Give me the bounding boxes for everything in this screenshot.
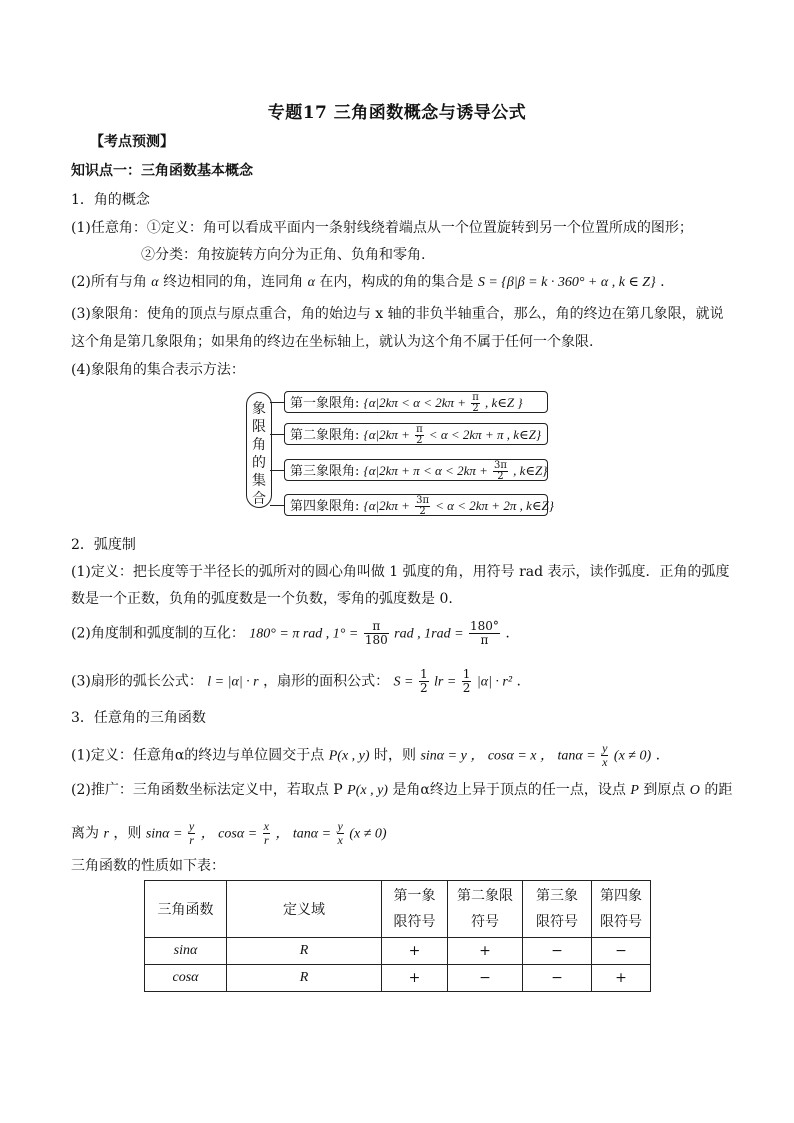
- header-function: 三角函数: [145, 881, 227, 938]
- row-q4: +: [592, 965, 651, 992]
- q4-fraction: $\frac{3\pi}{2}$: [416, 495, 430, 517]
- section-2-heading: 2．弧度制: [71, 537, 136, 553]
- connector-q4: [270, 505, 284, 506]
- s3-p2-c: P: [630, 783, 639, 798]
- p2-alpha-2: α: [307, 275, 315, 290]
- row-function: sinα: [145, 938, 227, 965]
- s3-p3-pre: 离为: [71, 825, 99, 842]
- s3-p2-point: P(x , y): [347, 783, 388, 798]
- s1-paragraph-2: [71, 272, 665, 293]
- s1-paragraph-1: (1)任意角：①定义：角可以看成平面内一条射线绕着端点从一个位置旋转到另一个位置所成的图形；: [71, 220, 693, 236]
- section-3-heading: 3．任意角的三角函数: [71, 710, 206, 726]
- cos-fraction: $\frac{x}{r}$: [263, 819, 269, 847]
- connector-q1: [270, 402, 284, 403]
- table-row: [145, 965, 651, 992]
- s2-p2-fraction-2: $\frac{180^\circ}{\pi}$: [469, 619, 499, 647]
- q3-fraction: $\frac{3\pi}{2}$: [494, 460, 507, 482]
- tan-condition: (x ≠ 0): [613, 748, 652, 764]
- knowledge-point-heading: 知识点一：三角函数基本概念: [71, 163, 253, 179]
- page-title: 专题17 三角函数概念与诱导公式: [267, 103, 527, 123]
- quadrant-3-box: [284, 459, 548, 481]
- row-domain: R: [227, 938, 382, 965]
- quadrant-4-box: [284, 494, 554, 517]
- quadrant-2-box: [284, 423, 548, 445]
- s3-paragraph-2: [71, 780, 732, 801]
- q2-label: 第二象限角:: [290, 428, 360, 443]
- area-fraction-2: $\frac{1}{2}$: [462, 667, 471, 695]
- table-intro: 三角函数的性质如下表：: [71, 858, 225, 874]
- s3-p2-b: 是角α终边上异于顶点的任一点，设点: [392, 782, 626, 798]
- s3-p2-e: O: [689, 783, 700, 798]
- area-formula-tail: |α| · r²: [476, 674, 513, 690]
- area-formula-s: S =: [393, 674, 414, 690]
- s2-p2-end: .: [505, 625, 510, 642]
- s2-paragraph-2: [71, 620, 510, 647]
- s3-p3-end: (x ≠ 0): [349, 826, 387, 842]
- row-q2: +: [448, 938, 523, 965]
- tan-fraction: $\frac{y}{x}$: [602, 741, 608, 769]
- s3-p2-pre: (2)推广：三角函数坐标法定义中，若取点 P: [71, 782, 343, 798]
- p2-alpha-1: α: [151, 275, 159, 290]
- q2-fraction: $\frac{\pi}{2}$: [416, 424, 423, 446]
- p2-set-formula: S = {β|β = k · 360° + α , k ∈ Z}: [477, 275, 656, 290]
- s2-paragraph-1a: (1)定义：把长度等于半径长的弧所对的圆心角叫做 1 弧度的角，用符号 rad 表示，读作弧度．正角的弧度: [71, 564, 730, 580]
- tan-fraction-2: $\frac{y}{x}$: [337, 819, 343, 847]
- header-domain: 定义域: [227, 881, 382, 938]
- s2-paragraph-3: [71, 668, 521, 695]
- p2-post: 在内，构成的角的集合是: [319, 274, 474, 290]
- s3-p3-cos: ， cosα =: [200, 826, 258, 842]
- s3-paragraph-1: [71, 742, 660, 769]
- quadrant-1-box: [284, 391, 548, 413]
- header-q3: 第三象 限符号: [523, 881, 592, 938]
- q1-set-a: {α|2kπ < α < 2kπ +: [363, 395, 467, 410]
- s3-p3-tan: ， tanα =: [275, 826, 332, 842]
- point-p: P(x , y): [328, 748, 370, 764]
- q4-set-b: < α < 2kπ + 2π , k∈Z}: [435, 498, 554, 513]
- row-q4: −: [592, 938, 651, 965]
- q1-fraction: $\frac{\pi}{2}$: [472, 392, 479, 414]
- q2-set-a: {α|2kπ +: [363, 427, 410, 442]
- q1-set-b: , k∈Z }: [484, 395, 523, 410]
- row-function: cosα: [145, 965, 227, 992]
- s3-p1-end: .: [655, 747, 661, 764]
- arc-length-formula: l = |α| · r: [207, 674, 259, 690]
- q3-set-a: {α|2kπ + π < α < 2kπ +: [363, 463, 488, 478]
- s3-paragraph-3: [71, 820, 387, 847]
- s1-paragraph-1b: ②分类：角按旋转方向分为正角、负角和零角.: [141, 247, 426, 263]
- row-q1: +: [382, 938, 448, 965]
- header-q1: 第一象 限符号: [382, 881, 448, 938]
- p2-end: .: [660, 274, 665, 290]
- s2-p3-end: .: [516, 673, 521, 690]
- s3-p1-pre: (1)定义：任意角α的终边与单位圆交于点: [71, 747, 325, 764]
- s2-p3-pre: (3)扇形的弧长公式：: [71, 673, 203, 690]
- s2-p2-pre: (2)角度制和弧度制的互化：: [71, 625, 245, 642]
- q3-label: 第三象限角:: [290, 464, 360, 479]
- s3-p3-r: r: [103, 826, 109, 842]
- connector-q2: [270, 434, 284, 435]
- q4-set-a: {α|2kπ +: [363, 498, 410, 513]
- table-row: [145, 938, 651, 965]
- s3-p3-b: ，则: [113, 825, 142, 842]
- header-q2: 第二象限 符号: [448, 881, 523, 938]
- s2-p2-a: 180° = π rad , 1° =: [249, 626, 359, 642]
- s2-p3-mid: ，扇形的面积公式：: [263, 673, 390, 690]
- q1-label: 第一象限角:: [290, 396, 360, 411]
- sin-fraction: $\frac{y}{r}$: [188, 819, 195, 847]
- q3-set-b: , k∈Z}: [513, 463, 548, 478]
- area-fraction-1: $\frac{1}{2}$: [419, 667, 428, 695]
- row-q3: −: [523, 938, 592, 965]
- row-q2: −: [448, 965, 523, 992]
- q2-set-b: < α < 2kπ + π , k∈Z}: [428, 427, 542, 442]
- q4-label: 第四象限角:: [290, 499, 360, 514]
- p2-mid: 终边相同的角，连同角: [163, 274, 304, 290]
- p2-pre: (2)所有与角: [71, 274, 147, 290]
- section-1-heading: 1．角的概念: [71, 192, 150, 208]
- s2-p2-fraction-1: $\frac{\pi}{180}$: [364, 619, 388, 647]
- s3-p2-f: 的距: [704, 782, 733, 798]
- diagram-label: 象限角的集合: [252, 401, 266, 507]
- s1-paragraph-4: (4)象限角的集合表示方法：: [71, 362, 245, 378]
- s2-paragraph-1b: 数是一个正数，负角的弧度数是一个负数，零角的弧度数是 0.: [71, 591, 453, 607]
- connector-q3: [270, 470, 284, 471]
- s1-paragraph-3a: (3)象限角：使角的顶点与原点重合，角的始边与 x 轴的非负半轴重合，那么，角的终边在第几象限，就说: [71, 306, 724, 322]
- row-q3: −: [523, 965, 592, 992]
- table-header-row: [145, 881, 651, 938]
- s1-paragraph-3b: 这个角是第几象限角；如果角的终边在坐标轴上，就认为这个角不属于任何一个象限.: [71, 334, 594, 350]
- trig-definitions: sinα = y ， cosα = x ， tanα =: [420, 748, 596, 764]
- row-q1: +: [382, 965, 448, 992]
- area-formula-lr: lr =: [434, 674, 457, 690]
- trig-properties-table: [144, 880, 651, 992]
- row-domain: R: [227, 965, 382, 992]
- s3-p1-b: 时，则: [374, 747, 417, 764]
- s3-p2-d: 到原点: [643, 782, 686, 798]
- section-tag: 【考点预测】: [90, 134, 174, 150]
- header-q4: 第四象 限符号: [592, 881, 651, 938]
- s2-p2-b: rad , 1rad =: [394, 626, 464, 642]
- s3-p3-sin: sinα =: [145, 826, 183, 842]
